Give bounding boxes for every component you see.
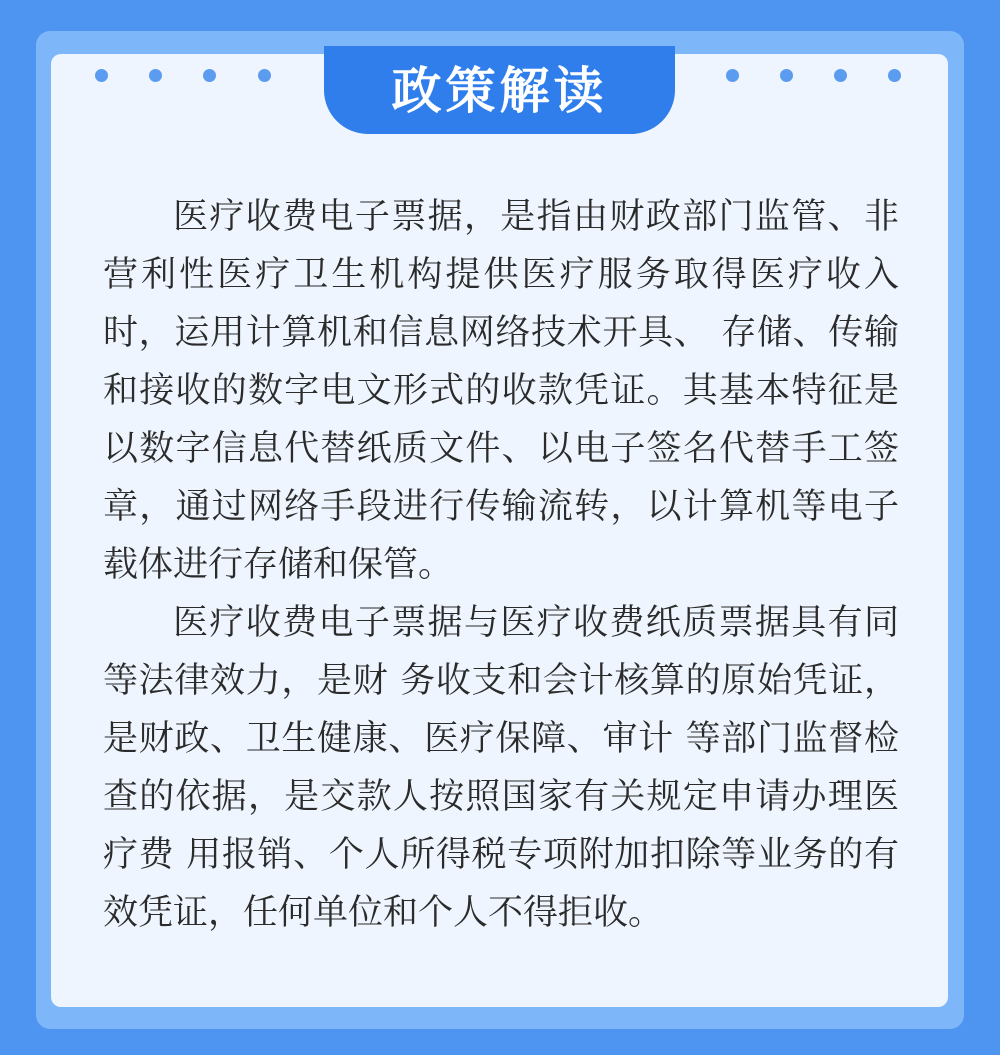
paragraph-2: 医疗收费电子票据与医疗收费纸质票据具有同等法律效力，是财 务收支和会计核算的原始凭证，是财政、卫生健康、医疗保障、审计 等部门监督检查的依据，是交款人按照国家有关规定申请办理医疗费 用报销、个人所得税专项附加扣除等业务的有效凭证，任何单位和个人不得拒收。 [103,603,899,933]
decorative-dot-right-2 [780,69,793,82]
decorative-dot-right-1 [726,69,739,82]
title-tab [324,46,675,134]
decorative-dot-right-3 [834,69,847,82]
page-title: 政策解读 [391,62,608,120]
decorative-dot-left-2 [149,69,162,82]
paragraph-1: 医疗收费电子票据，是指由财政部门监管、非营利性医疗卫生机构提供医疗服务取得医疗收入时，运用计算机和信息网络技术开具、 存储、传输和接收的数字电文形式的收款凭证。其基本特征是以数字信息代替纸质文件、以电子签名代替手工签章，通过网络手段进行传输流转，以计算机等电子载体进行存储和保管。 [103,197,899,585]
decorative-dot-left-3 [203,69,216,82]
decorative-dot-right-4 [888,69,901,82]
decorative-dot-left-1 [95,69,108,82]
decorative-dot-left-4 [258,69,271,82]
article-body [103,188,899,942]
